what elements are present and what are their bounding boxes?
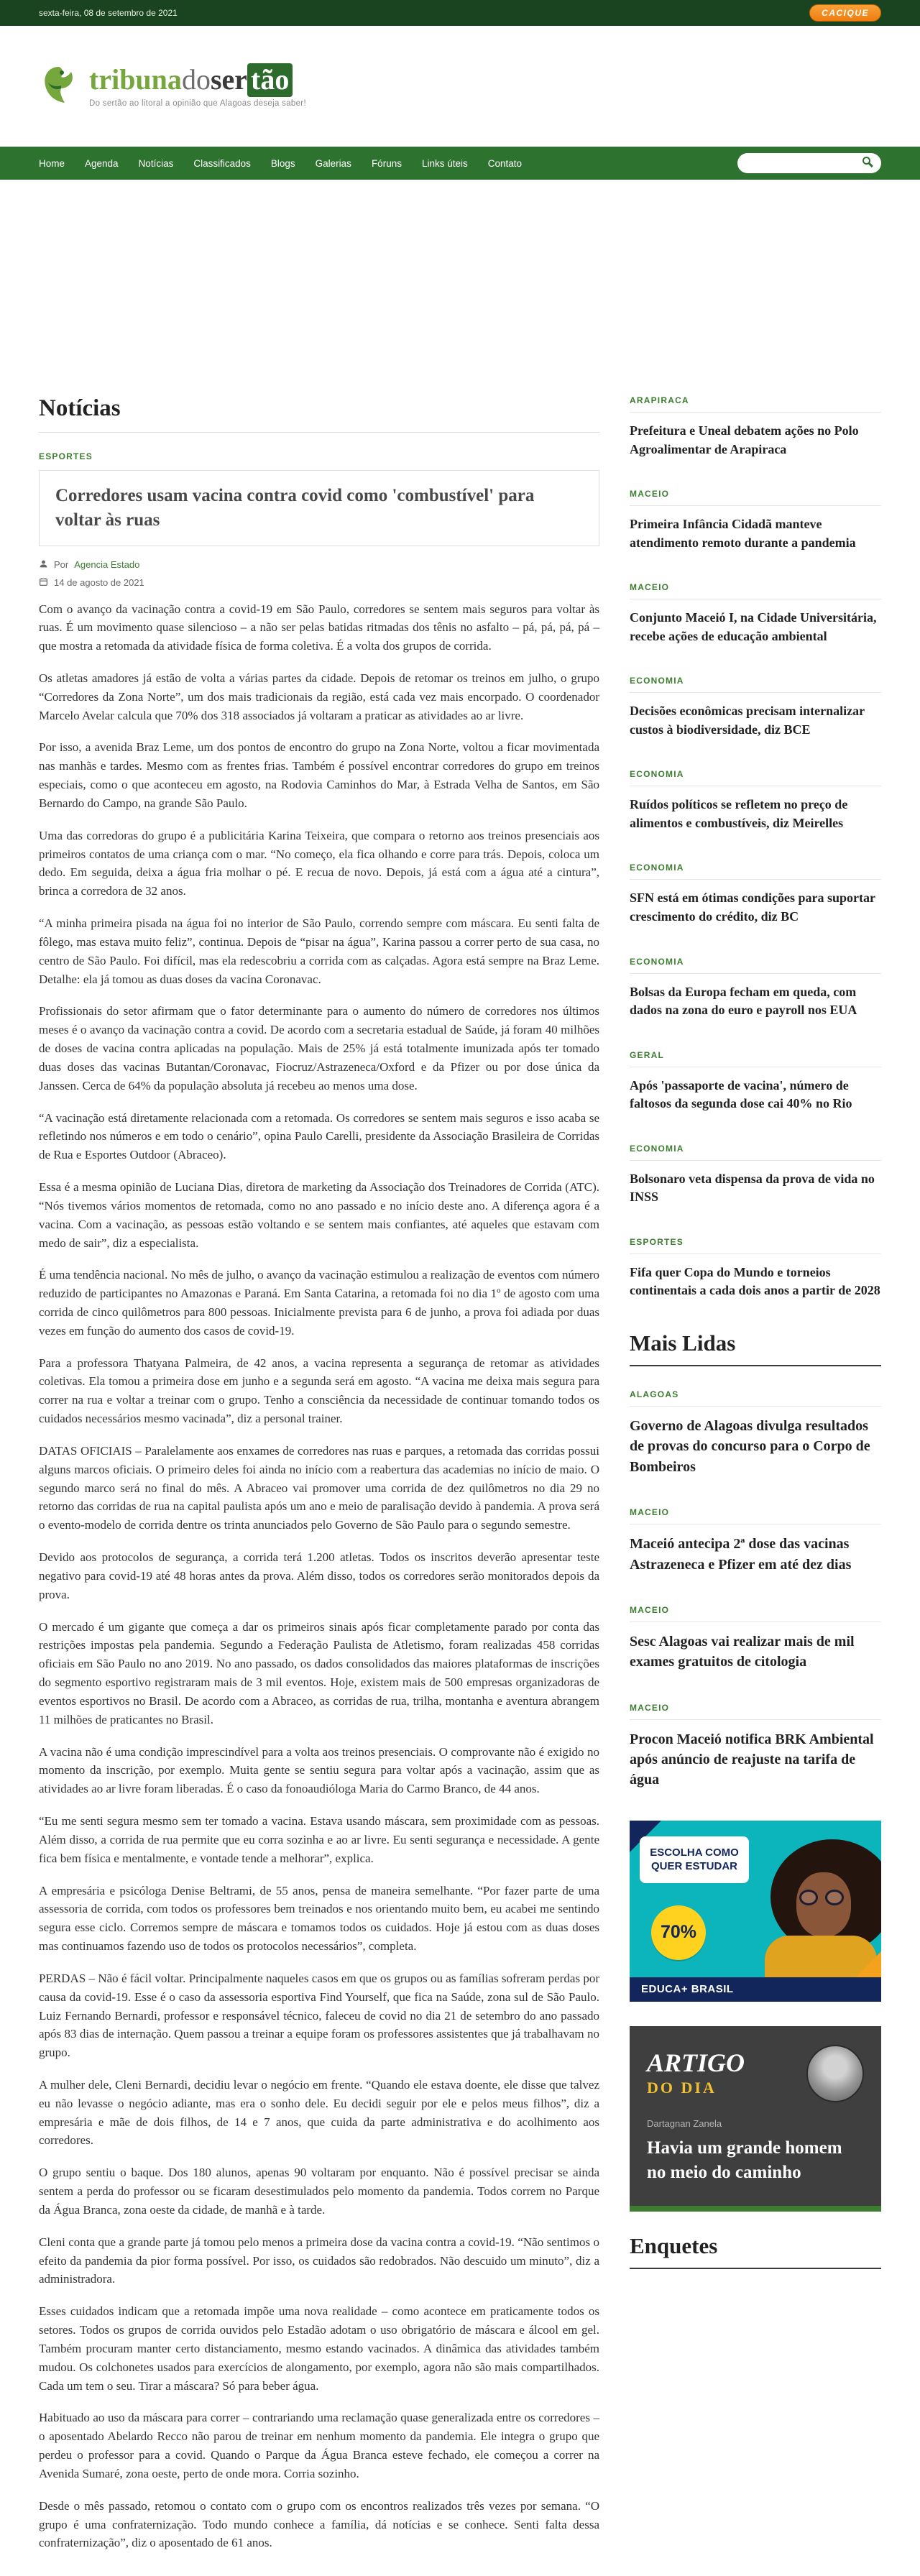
nav-item[interactable]: Fóruns: [371, 157, 402, 169]
sidebar-news-item[interactable]: [630, 582, 881, 645]
ad-glasses-icon: [825, 1890, 844, 1905]
article: [39, 451, 599, 2552]
article-paragraph: O mercado é um gigante que começa a dar os primeiros sinais após ficar completamente parado por conta das restrições impostas pela pandemia. Segundo a Federação Paulista de Atletismo, foram realizadas 458 corridas oficiais em São Paulo no ano 2019. No ano passado, os dados consolidados das maiores plataformas de inscrições do segmento esportivo registraram mais de 3 mil eventos. Hoje, existem mais de 500 empresas organizadoras de eventos esportivos no Brasil. De acordo com a Abraceo, as corridas de rua, trilha, montanha e aventura abrangem 11 milhões de praticantes no Brasil.: [39, 1619, 599, 1726]
article-date: 14 de agosto de 2021: [54, 577, 144, 588]
article-paragraph: “Eu me senti segura mesmo sem ter tomado a vacina. Estava usando máscara, sem proximidade com as pessoas. Além disso, a corrida de rua permite que eu corra sozinha e ao ar livre. Eu senti segurança e necessidade. A gente fica bem física e mentalmente, e vontade tende a melhorar”, explica.: [39, 1814, 599, 1865]
latest-news-list: [630, 395, 881, 1300]
article-paragraph: Desde o mês passado, retomou o contato com o grupo com os encontros realizados três vezes por semana. “O grupo é uma confraternização. Todo mundo conhece a família, dá notícias e se conhece. Senti falta dessa confraternização”, diz o aposentado de 61 anos.: [39, 2498, 599, 2550]
topbar-date: sexta-feira, 08 de setembro de 2021: [39, 8, 178, 18]
mais-lidas-item-title[interactable]: Governo de Alagoas divulga resultados de provas do concurso para o Corpo de Bombeiros: [630, 1417, 870, 1475]
ad-corner-shape: [852, 1951, 881, 1980]
article-paragraph: Essa é a mesma opinião de Luciana Dias, diretora de marketing da Associação dos Treinadores de Corrida (ATC). “Nós tivemos vários momentos de retomada, como no ano passado e no início deste ano. A diferença agora é a vacina. Com a vacinação, as pessoas estão voltando e se sentem mais confiantes, até aqueles que estavam com medo de sair”, diz a especialista.: [39, 1180, 599, 1250]
sidebar: [630, 395, 881, 2566]
mais-lidas-item[interactable]: [630, 1507, 881, 1575]
sidebar-news-item[interactable]: [630, 1050, 881, 1113]
article-paragraph: Esses cuidados indicam que a retomada impõe uma nova realidade – como acontece em praticamente todos os setores. Todos os grupos de corrida ouvidos pelo Estadão adotam o uso obrigatório de máscara e álcool em gel. Também procuram manter certo distanciamento, mesmo estando vacinados. A dinâmica das atividades também mudou. Os colchonetes usados para exercícios de alongamento, por exemplo, agora não são mais compartilhados. Cada um tem o seu. Tirar a máscara? Só para beber água.: [39, 2304, 599, 2393]
article-paragraph: “A minha primeira pisada na água foi no interior de São Paulo, correndo sempre com máscara. Eu senti falta de fôlego, mas estava muito feliz”, continua. Depois de “pisar na água”, Karina passou a correr perto de sua casa, no centro de São Paulo. Foi difícil, mas ela redescobriu a corrida com as calçadas. Agora está sempre na Braz Leme. Detalhe: ela já tomou as duas doses da vacina Coronavac.: [39, 916, 599, 986]
article-paragraph: O grupo sentiu o baque. Dos 180 alunos, apenas 90 voltaram por enquanto. Não é possível precisar se ainda sentem a perda do professor ou se ficaram desestimulados pelo momento da pandemia. Todos correm no Parque da Água Branca, zona oeste da cidade, de manhã e à tarde.: [39, 2166, 599, 2217]
artigo-author-avatar: [806, 2045, 864, 2102]
sidebar-item-category[interactable]: ECONOMIA: [630, 676, 881, 693]
article-category[interactable]: ESPORTES: [39, 451, 93, 461]
nav-item[interactable]: Blogs: [270, 157, 295, 169]
sidebar-item-category[interactable]: GERAL: [630, 1050, 881, 1067]
mais-lidas-item-title[interactable]: Procon Maceió notifica BRK Ambiental após anúncio de reajuste na tarifa de água: [630, 1731, 874, 1788]
main-nav: [0, 147, 920, 180]
ad-discount-badge: 70%: [651, 1905, 706, 1960]
mais-lidas-title: Mais Lidas: [630, 1330, 881, 1366]
article-paragraph: Habituado ao uso da máscara para correr – contrariando uma reclamação quase generalizada entre os corredores – o aposentado Abelardo Recco não parou de treinar em nenhum momento da pandemia. Ele integra o grupo que perdeu o professor para a covid. Quando o Parque da Água Branca esteve fechado, ele começou a correr na Avenida Sumaré, zona oeste, perto de onde mora. Corria sozinho.: [39, 2411, 599, 2480]
sidebar-news-item[interactable]: [630, 1144, 881, 1207]
search-input[interactable]: [748, 158, 860, 169]
article-dateline: [39, 577, 599, 589]
article-paragraph: Os atletas amadores já estão de volta a várias partes da cidade. Depois de retomar os treinos em julho, o grupo “Corredores da Zona Norte”, um dos mais tradicionais da região, está cada vez mais encorpado. O coordenador Marcelo Avelar calcula que 70% dos 318 associados já voltaram a praticar as atividades ao ar livre.: [39, 671, 599, 722]
sidebar-item-title[interactable]: Prefeitura e Uneal debatem ações no Polo Agroalimentar de Arapiraca: [630, 423, 859, 456]
sidebar-item-title[interactable]: Após 'passaporte de vacina', número de faltosos da segunda dose cai 40% no Rio: [630, 1077, 852, 1111]
article-body: [39, 600, 599, 2553]
educa-ad-banner[interactable]: [630, 1821, 881, 2002]
nav-item[interactable]: Home: [39, 157, 65, 169]
sidebar-item-title[interactable]: Bolsas da Europa fecham em queda, com dados na zona do euro e payroll nos EUA: [630, 984, 857, 1018]
sidebar-item-category[interactable]: ECONOMIA: [630, 862, 881, 880]
byline-prefix: Por: [54, 559, 69, 570]
artigo-kicker: [647, 2050, 745, 2097]
artigo-title[interactable]: Havia um grande homem no meio do caminho: [647, 2138, 842, 2182]
sidebar-item-title[interactable]: SFN está em ótimas condições para suportar crescimento do crédito, diz BC: [630, 891, 875, 924]
article-paragraph: Uma das corredoras do grupo é a publicitária Karina Teixeira, que compara o retorno aos treinos presenciais aos primeiros contatos de uma criança com o mar. “No começo, ela fica olhando e corre para trás. Depois, coloca um dedo. Em seguida, deixa a água fria molhar o pé. E recua de novo. Depois, já está com a água até a cintura”, brinca a corredora de 32 anos.: [39, 828, 599, 898]
search-icon: [862, 157, 870, 165]
sidebar-news-item[interactable]: [630, 676, 881, 739]
article-title: Corredores usam vacina contra covid como 'combustível' para voltar às ruas: [55, 486, 535, 530]
sidebar-item-category[interactable]: ARAPIRACA: [630, 395, 881, 413]
search-button[interactable]: [860, 155, 877, 172]
sidebar-item-title[interactable]: Decisões econômicas precisam internalizar custos à biodiversidade, diz BCE: [630, 704, 865, 737]
sidebar-item-title[interactable]: Bolsonaro veta dispensa da prova de vida no INSS: [630, 1171, 875, 1205]
article-paragraph: A vacina não é uma condição imprescindível para a volta aos treinos presenciais. O comprovante não é exigido no momento da inscrição, por exemplo. Muita gente se sentiu segura para voltar após a vacinação, assim que as atividades ao ar livre foram liberadas. É o caso da fonoaudióloga Maria do Carmo Branco, de 44 anos.: [39, 1744, 599, 1796]
sidebar-item-category[interactable]: ECONOMIA: [630, 957, 881, 974]
site-logo[interactable]: [39, 64, 306, 109]
mais-lidas-item-title[interactable]: Maceió antecipa 2ª dose das vacinas Astrazeneca e Pfizer em até dez dias: [630, 1536, 852, 1573]
article-paragraph: A mulher dele, Cleni Bernardi, decidiu levar o negócio em frente. “Quando ele estava doente, ele disse que talvez eu não levasse o negócio adiante, mas era o sonho dele. Eu decidi seguir por ele e pelos meus filhos”, diz a empresária e mãe de dois filhos, de 14 e 7 anos, que cuida da parte administrativa e do acolhimento aos corredores.: [39, 2077, 599, 2148]
nav-item[interactable]: Notícias: [138, 157, 174, 169]
author-link[interactable]: Agencia Estado: [74, 559, 140, 570]
article-paragraph: DATAS OFICIAIS – Paralelamente aos enxames de corredores nas ruas e parques, a retomada das corridas possui alguns marcos oficiais. O primeiro deles foi ainda no início com a reabertura das academias no início de maio. O segundo marco será no final do mês. A Abraceo vai promover uma corrida de dez quilômetros no dia 29 no retorno das corridas de rua na capital paulista após um ano e meio de paralisação devido à pandemia. A prova será o evento-modelo de corrida dentre os trinta anunciados pelo Governo de São Paulo para o segundo semestre.: [39, 1443, 599, 1532]
article-paragraph: A empresária e psicóloga Denise Beltrami, de 55 anos, pensa de maneira semelhante. “Por fazer parte de uma assessoria de corrida, com todos os professores bem treinados e nos orientando muito bem, eu acabei me sentindo segura esse ciclo. Corremos sempre de máscara e tomamos todos os cuidados. Hoje já estou com as duas doses mas continuamos fazendo uso de todos os protocolos necessários”, completa.: [39, 1883, 599, 1954]
section-title: Notícias: [39, 395, 599, 433]
sidebar-item-category[interactable]: ECONOMIA: [630, 769, 881, 786]
ad-headline: ESCOLHA COMO QUER ESTUDAR: [640, 1836, 749, 1883]
article-paragraph: Cleni conta que a grande parte já tomou pelo menos a primeira dose da vacina contra a covid-19. “Não sentimos o efeito da pandemia da pior forma possível. Por isso, os cuidados são redobrados. Não descuido um minuto”, diz a administradora.: [39, 2235, 599, 2286]
article-paragraph: Com o avanço da vacinação contra a covid-19 em São Paulo, corredores se sentem mais seguros para voltar às ruas. É um movimento quase silencioso – a não ser pelas batidas ritmadas dos tênis no asfalto – pá, pá, pá, pá – que mostra a retomada da atividade física de forma coletiva. É a volta dos grupos de corrida.: [39, 602, 599, 653]
sidebar-item-title[interactable]: Ruídos políticos se refletem no preço de alimentos e combustíveis, diz Meirelles: [630, 797, 848, 830]
nav-item[interactable]: Galerias: [315, 157, 351, 169]
sidebar-item-title[interactable]: Fifa quer Copa do Mundo e torneios continentais a cada dois anos a partir de 2028: [630, 1264, 880, 1298]
artigo-kicker-line2: DO DIA: [647, 2078, 717, 2097]
mais-lidas-item-category[interactable]: MACEIO: [630, 1507, 881, 1524]
parrot-logo-icon: [39, 64, 78, 109]
nav-item[interactable]: Classificados: [193, 157, 251, 169]
enquetes-title: Enquetes: [630, 2233, 881, 2269]
mais-lidas-item-title[interactable]: Sesc Alagoas vai realizar mais de mil exames gratuitos de citologia: [630, 1633, 855, 1670]
article-paragraph: Devido aos protocolos de segurança, a corrida terá 1.200 atletas. Todos os inscritos deverão apresentar teste negativo para covid-19 até 48 horas antes da prova. Além disso, todos os corredores serão monitorados depois da prova.: [39, 1550, 599, 1601]
sidebar-item-category[interactable]: ECONOMIA: [630, 1144, 881, 1161]
topbar: [0, 0, 920, 26]
article-paragraph: “A vacinação está diretamente relacionada com a retomada. Os corredores se sentem mais seguros e isso acaba se refletindo nos números e em todo o cenário”, opina Paulo Carelli, presidente da Associação Brasileira de Corridas de Rua e Esportes Outdoor (Abraceo).: [39, 1110, 599, 1162]
site-header: [0, 26, 920, 147]
sidebar-item-category[interactable]: MACEIO: [630, 582, 881, 599]
calendar-icon: [39, 577, 48, 589]
mais-lidas-item-category[interactable]: MACEIO: [630, 1703, 881, 1720]
article-title-box: [39, 470, 599, 546]
sidebar-news-item[interactable]: [630, 862, 881, 926]
sidebar-item-category[interactable]: MACEIO: [630, 489, 881, 506]
artigo-author-name: Dartagnan Zanela: [647, 2117, 722, 2129]
mais-lidas-item-category[interactable]: ALAGOAS: [630, 1389, 881, 1407]
sidebar-news-item[interactable]: [630, 489, 881, 552]
ad-glasses-icon: [799, 1890, 818, 1905]
nav-item[interactable]: Links úteis: [421, 157, 468, 169]
article-paragraph: Profissionais do setor afirmam que o fator determinante para o aumento do número de corredores nos últimos meses é o avanço da vacinação contra a covid. De acordo com a secretaria estadual de Saúde, já foram 40 milhões de doses de vacina contra aplicadas na população. Mais de 25% já está totalmente imunizada após ter tomado duas doses das vacinas Butantan/Coronavac, Fiocruz/Astrazeneca/Oxford e da Pfizer ou por dose única da Janssen. Cerca de 64% da população absoluta já recebeu ao menos uma dose.: [39, 1004, 599, 1092]
sidebar-item-title[interactable]: Primeira Infância Cidadã manteve atendimento remoto durante a pandemia: [630, 517, 856, 550]
article-paragraph: Para a professora Thatyana Palmeira, de 42 anos, a vacina representa a segurança de retomar as atividades coletivas. Ela tomou a primeira dose em junho e a segunda será em agosto. “A vacina me deixa mais segura para correr na rua e voltar a treinar com o grupo. Tenho a consciência da necessidade de continuar tomando todos os cuidados necessários mesmo vacinada”, diz a personal trainer.: [39, 1356, 599, 1426]
main-column: [39, 395, 599, 2566]
nav-item[interactable]: Contato: [487, 157, 523, 169]
sidebar-item-category[interactable]: ESPORTES: [630, 1237, 881, 1254]
artigo-do-dia-box: [630, 2026, 881, 2207]
sidebar-item-title[interactable]: Conjunto Maceió I, na Cidade Universitária, recebe ações de educação ambiental: [630, 610, 877, 643]
article-paragraph: PERDAS – Não é fácil voltar. Principalmente naqueles casos em que os grupos ou as famílias sofreram perdas por causa da covid-19. Esse é o caso da assessoria esportiva Find Yourself, que fica na Saúde, zona sul de São Paulo. Luiz Fernando Bernardi, professor e responsável técnico, faleceu de covid no dia 21 de setembro do ano passado após 83 dias de internação. Quem passou a treinar a equipe foram os professores assistentes que já trabalhavam no grupo.: [39, 1971, 599, 2060]
nav-list: [39, 158, 522, 169]
site-tagline: Do sertão ao litoral a opinião que Alagoas deseja saber!: [89, 98, 306, 108]
top-ad-slot: [0, 180, 920, 395]
mais-lidas-item[interactable]: [630, 1703, 881, 1790]
sidebar-news-item[interactable]: [630, 395, 881, 459]
artigo-accent-bar: [630, 2206, 881, 2212]
sidebar-news-item[interactable]: [630, 1237, 881, 1300]
article-byline: [39, 559, 599, 571]
sidebar-news-item[interactable]: [630, 769, 881, 832]
article-paragraph: Por isso, a avenida Braz Leme, um dos pontos de encontro do grupo na Zona Norte, voltou a ficar movimentada nas manhãs e tardes. Mesmo com as frentes frias. Também é possível encontrar corredores do grupo em treinos especiais, como o que aconteceu em agosto, na Rodovia Caminhos do Mar, à Estrada Velha de Santos, em São Bernardo do Campo, na grande São Paulo.: [39, 740, 599, 810]
author-icon: [39, 559, 48, 571]
mais-lidas-item[interactable]: [630, 1389, 881, 1477]
cacique-logo[interactable]: CACIQUE: [809, 4, 881, 22]
mais-lidas-item-category[interactable]: MACEIO: [630, 1605, 881, 1622]
sidebar-news-item[interactable]: [630, 957, 881, 1020]
article-paragraph: É uma tendência nacional. No mês de julho, o avanço da vacinação estimulou a realização de eventos com número reduzido de participantes no Amazonas e Paraná. Em Santa Catarina, a retomada foi no dia 1º de agosto com uma corrida de cinco quilômetros para 800 pessoas. Inicialmente prevista para 6 de junho, a prova foi adiada por duas vezes em função do aumento dos casos de covid-19.: [39, 1268, 599, 1338]
nav-item[interactable]: Agenda: [85, 157, 119, 169]
artigo-kicker-line1: ARTIGO: [647, 2048, 745, 2077]
ad-brand: EDUCA+ BRASIL: [630, 1977, 881, 2002]
search-box: [737, 153, 881, 173]
mais-lidas-list: [630, 1389, 881, 1790]
site-wordmark: tribunadoser tão: [89, 63, 293, 97]
mais-lidas-item[interactable]: [630, 1605, 881, 1673]
